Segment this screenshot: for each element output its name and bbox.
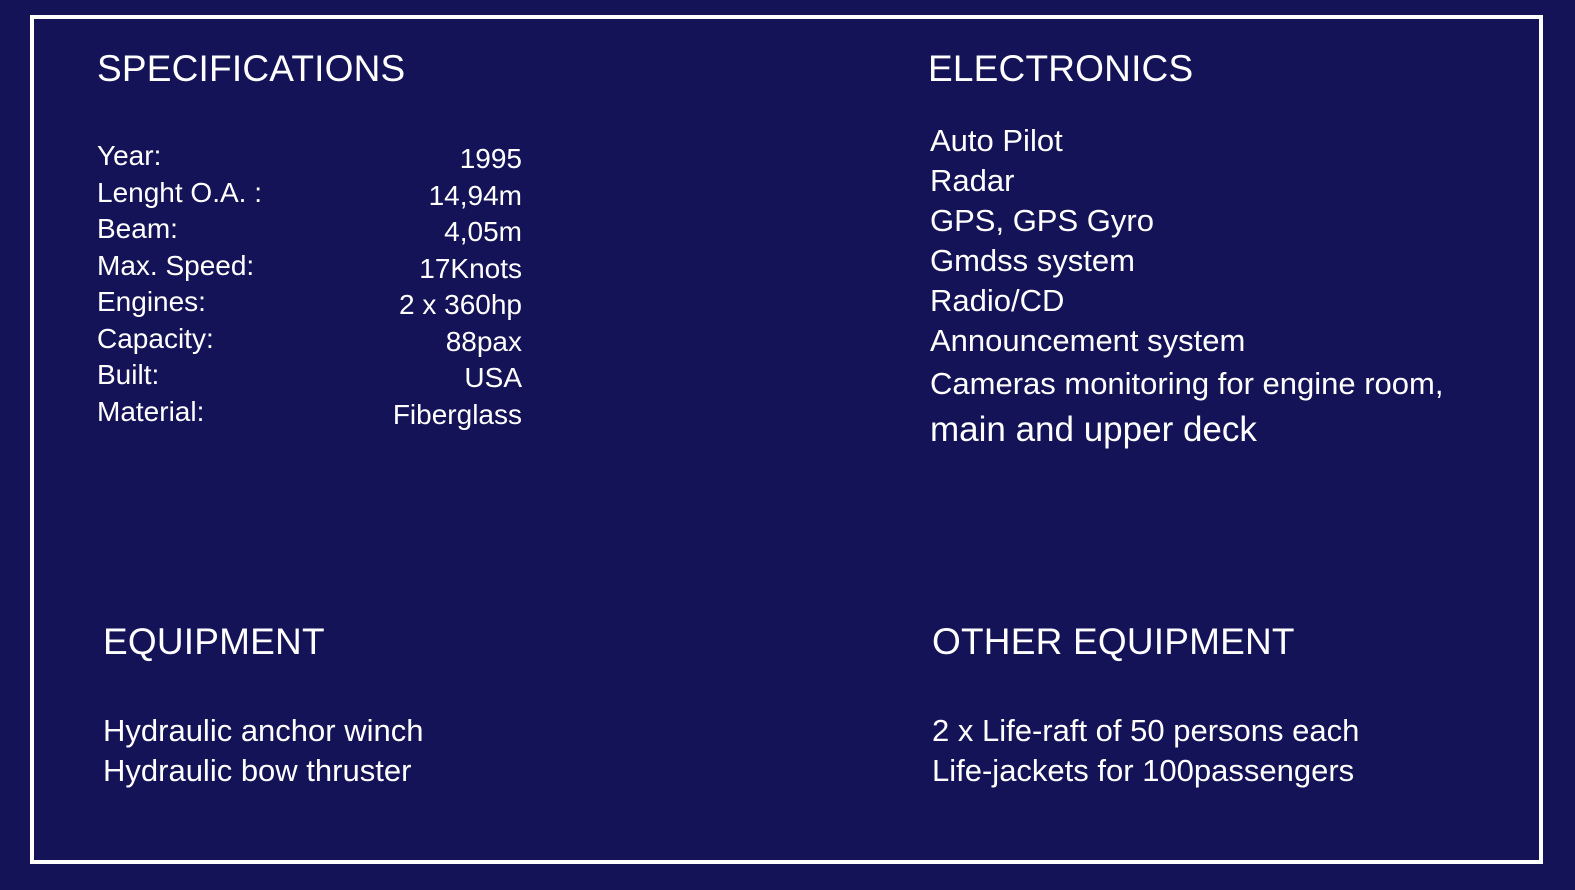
spec-value: 1995 [459, 143, 522, 174]
list-item: main and upper deck [930, 410, 1257, 449]
spec-value: 88pax [445, 325, 522, 357]
spec-value: 17Knots [419, 252, 522, 284]
spec-label: Lenght O.A. : [97, 176, 262, 208]
spec-label: Built: [97, 359, 160, 390]
spec-value: USA [464, 362, 522, 393]
spec-row-built [97, 357, 522, 394]
spec-row-material [97, 394, 522, 431]
spec-row-capacity [97, 321, 522, 358]
spec-label: Beam: [97, 213, 178, 244]
list-item: Hydraulic anchor winch [103, 713, 424, 748]
spec-label: Max. Speed: [97, 249, 255, 281]
spec-label: Material: [97, 395, 205, 427]
list-item: GPS, GPS Gyro [930, 203, 1154, 238]
equipment-list [103, 711, 423, 791]
spec-label: Engines: [97, 286, 206, 317]
spec-row-engines [97, 284, 522, 321]
list-item: 2 x Life-raft of 50 persons each [932, 713, 1360, 748]
spec-label: Capacity: [97, 322, 214, 354]
equipment-heading: EQUIPMENT [103, 621, 325, 662]
spec-row-length [97, 175, 522, 212]
list-item: Radar [930, 163, 1015, 198]
list-item: Cameras monitoring for engine room, [930, 366, 1444, 401]
spec-value: 4,05m [444, 216, 522, 247]
electronics-list [930, 121, 1443, 453]
other-equipment-heading: OTHER EQUIPMENT [932, 621, 1295, 662]
spec-label: Year: [97, 140, 162, 171]
list-item: Radio/CD [930, 283, 1065, 318]
specifications-heading: SPECIFICATIONS [97, 48, 406, 89]
list-item: Gmdss system [930, 243, 1135, 278]
list-item: Auto Pilot [930, 123, 1063, 158]
spec-row-year [97, 138, 522, 175]
spec-row-beam [97, 211, 522, 248]
list-item: Life-jackets for 100passengers [932, 753, 1355, 788]
spec-value: 2 x 360hp [399, 289, 522, 320]
specifications-table [97, 138, 522, 430]
spec-row-max-speed [97, 248, 522, 285]
list-item: Hydraulic bow thruster [103, 753, 412, 788]
other-equipment-list [932, 711, 1359, 791]
spec-value: 14,94m [428, 179, 522, 211]
list-item: Announcement system [930, 323, 1246, 358]
electronics-heading: ELECTRONICS [928, 48, 1194, 89]
spec-value: Fiberglass [392, 398, 522, 430]
